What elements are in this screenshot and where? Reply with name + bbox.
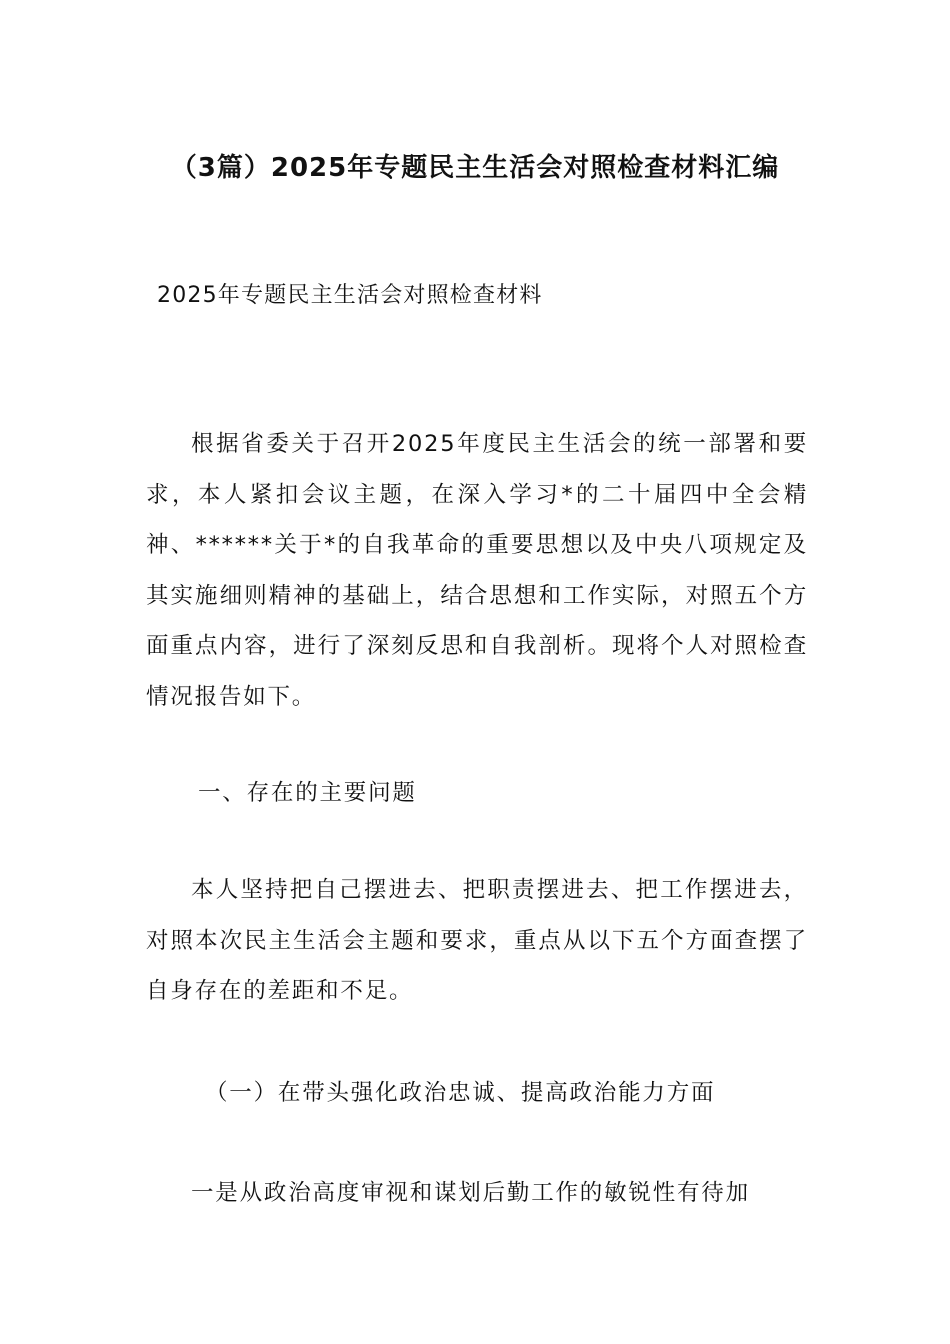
section-paragraph: 本人坚持把自己摆进去、把职责摆进去、把工作摆进去，对照本次民主生活会主题和要求，重点从以下五个方面查摆了自身存在的差距和不足。 [146, 877, 808, 1004]
intro-paragraph: 根据省委关于召开2025年度民主生活会的统一部署和要求，本人紧扣会议主题，在深入学习*的二十届四中全会精神、******关于*的自我革命的重要思想以及中央八项规定及其实施细则精神的基础上，结合思想和工作实际，对照五个方面重点内容，进行了深刻反思和自我剖析。现将个人对照检查情况报告如下。 [146, 431, 808, 710]
subsection-heading-political-loyalty: （一）在带头强化政治忠诚、提高政治能力方面 [205, 1080, 716, 1106]
section-heading-main-problems: 一、存在的主要问题 [198, 780, 417, 806]
subsection-paragraph: 一是从政治高度审视和谋划后勤工作的敏锐性有待加 [191, 1180, 750, 1206]
document-title: （3篇）2025年专题民主生活会对照检查材料汇编 [170, 153, 780, 183]
document-subtitle: 2025年专题民主生活会对照检查材料 [157, 283, 543, 308]
